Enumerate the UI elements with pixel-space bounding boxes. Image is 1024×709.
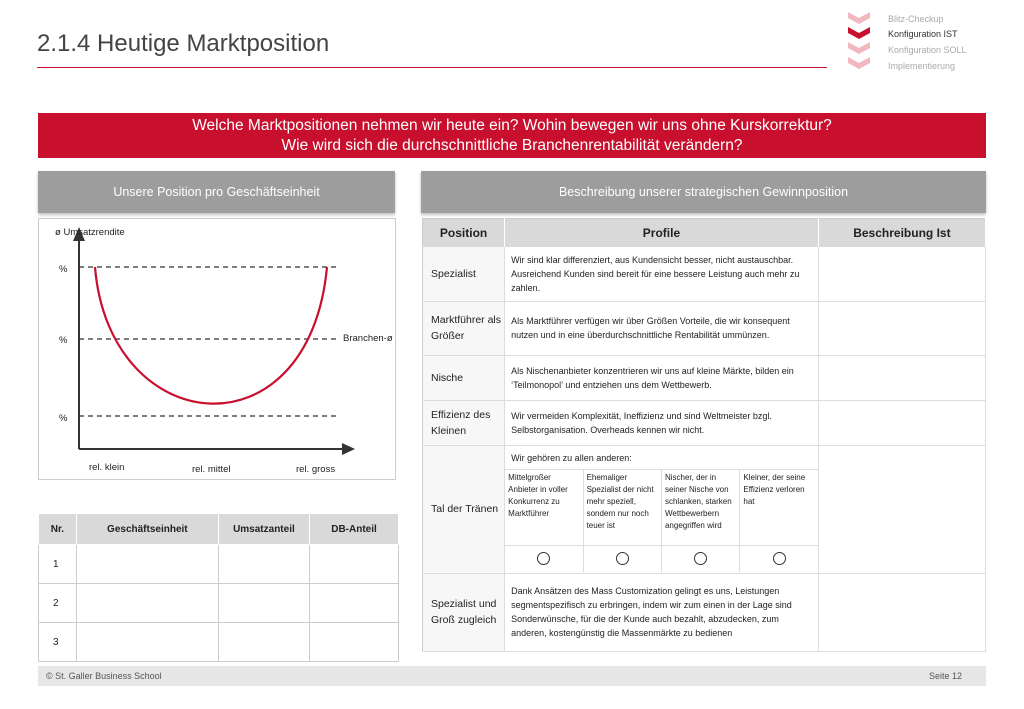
chevron-icon-active (848, 27, 870, 39)
option-selectors (505, 545, 818, 572)
business-unit-table (38, 513, 399, 662)
db-share-cell[interactable] (310, 584, 399, 623)
y-axis-label: ø Umsatzrendite (55, 227, 125, 238)
table-row (423, 400, 986, 445)
table-row (423, 247, 986, 301)
position-label: Spezialist (423, 247, 505, 301)
option-cell (584, 546, 662, 572)
db-share-cell[interactable] (310, 545, 399, 584)
description-cell[interactable] (818, 355, 985, 400)
position-label: Nische (423, 355, 505, 400)
y-mark-mid: % (59, 335, 68, 346)
option-radio-1[interactable] (537, 552, 550, 565)
profile-options (505, 445, 819, 573)
col-header-revenue-share: Umsatzanteil (218, 514, 309, 545)
profile-table (422, 218, 986, 652)
y-mark-high: % (59, 264, 68, 275)
col-header-nr: Nr. (39, 514, 77, 545)
profile-text: Wir gehören zu allen anderen: (505, 447, 818, 470)
question-banner (38, 113, 986, 158)
title-divider (37, 67, 827, 68)
row-number: 1 (39, 545, 77, 584)
option-text: Ehemaliger Spezialist der nicht mehr speziell, sondern nur noch teuer ist (584, 470, 662, 545)
table-row (423, 573, 986, 651)
col-header-unit: Geschäftseinheit (76, 514, 218, 545)
option-cell (740, 546, 817, 572)
revenue-share-cell[interactable] (218, 545, 309, 584)
revenue-share-cell[interactable] (218, 584, 309, 623)
option-cell (662, 546, 740, 572)
table-row (423, 301, 986, 355)
copyright: © St. Galler Business School (46, 671, 162, 681)
page-title: 2.1.4 Heutige Marktposition (37, 30, 330, 57)
profile-text: Als Nischenanbieter konzentrieren wir uns auf kleine Märkte, bilden ein ‘Teilmonopol’ und entziehen uns dem Wettbewerb. (505, 355, 819, 400)
db-share-cell[interactable] (310, 623, 399, 662)
description-cell[interactable] (818, 445, 985, 573)
position-label: Marktführer als Größer (423, 301, 505, 355)
unit-cell[interactable] (76, 545, 218, 584)
footer (38, 666, 986, 686)
profile-text: Wir sind klar differenziert, aus Kundensicht besser, nicht austauschbar. Ausreichend Kunden sind bereit für eine bessere Leistung auch mehr zu zahlen. (505, 247, 819, 301)
table-row (423, 445, 986, 573)
revenue-share-cell[interactable] (218, 623, 309, 662)
chevron-icon (848, 57, 870, 69)
nav-item-konfiguration-ist[interactable]: Konfiguration IST (888, 29, 958, 39)
option-grid (505, 470, 818, 545)
nav-item-blitz-checkup[interactable]: Blitz-Checkup (888, 14, 944, 24)
option-text: Kleiner, der seine Effizienz verloren hat (743, 472, 806, 506)
position-label: Tal der Tränen (423, 445, 505, 573)
x-axis-arrow (342, 443, 355, 455)
position-label: Effizienz des Kleinen (423, 400, 505, 445)
position-label: Spezialist und Groß zugleich (423, 573, 505, 651)
table-row (423, 355, 986, 400)
option-radio-4[interactable] (773, 552, 786, 565)
unit-cell[interactable] (76, 584, 218, 623)
description-cell[interactable] (818, 573, 985, 651)
chevron-icon (848, 12, 870, 24)
table-row (39, 584, 399, 623)
profile-text: Dank Ansätzen des Mass Customization gelingt es uns, Leistungen segmentspezifisch zu erbringen, indem wir zum einen in der Lage sind Sonderwünsche, für die der Kunde auch bezahlt, abzudecken, zum anderen, kostengünstig die Massenmärkte zu bedienen (505, 573, 819, 651)
table-row (39, 623, 399, 662)
option-radio-2[interactable] (616, 552, 629, 565)
nav-item-implementierung[interactable]: Implementierung (888, 61, 956, 71)
description-cell[interactable] (818, 400, 985, 445)
col-header-description: Beschreibung Ist (818, 219, 985, 248)
position-chart-svg (39, 219, 397, 481)
table-row (39, 545, 399, 584)
chevron-icon (848, 42, 870, 54)
nav-item-konfiguration-soll[interactable]: Konfiguration SOLL (888, 45, 967, 55)
profile-text: Wir vermeiden Komplexität, Ineffizienz und sind Weltmeister bzgl. Selbstorganisation. Overheads kennen wir nicht. (505, 400, 819, 445)
col-header-db-share: DB-Anteil (310, 514, 399, 545)
x-label-medium: rel. mittel (192, 464, 231, 475)
x-label-small: rel. klein (89, 462, 125, 473)
option-text: Nischer, der in seiner Nische von schlanken, starken Wettbewerbern angegriffen wird (662, 470, 740, 545)
x-label-large: rel. gross (296, 464, 336, 475)
reference-label: Branchen-ø (343, 333, 393, 344)
description-cell[interactable] (818, 301, 985, 355)
y-mark-low: % (59, 413, 68, 424)
unit-cell[interactable] (76, 623, 218, 662)
col-header-position: Position (423, 219, 505, 248)
profile-text: Als Marktführer verfügen wir über Größen Vorteile, die wir konsequent nutzen und in eine überdurchschnittliche Rentabilität ummünzen. (505, 301, 819, 355)
option-cell (505, 546, 583, 572)
banner-line-2: Wie wird sich die durchschnittliche Branchenrentabilität verändern? (281, 137, 743, 154)
banner-line-1: Welche Marktpositionen nehmen wir heute ein? Wohin bewegen wir uns ohne Kurskorrektur? (192, 117, 832, 134)
row-number: 3 (39, 623, 77, 662)
row-number: 2 (39, 584, 77, 623)
option-text: Mittelgroßer Anbieter in voller Konkurrenz zu Marktführer (505, 470, 583, 545)
position-chart (38, 218, 396, 480)
right-panel-header: Beschreibung unserer strategischen Gewinnposition (421, 171, 986, 213)
option-radio-3[interactable] (694, 552, 707, 565)
description-cell[interactable] (818, 247, 985, 301)
u-curve (95, 267, 327, 404)
col-header-profile: Profile (505, 219, 819, 248)
page-number: Seite 12 (928, 671, 962, 681)
left-panel-header: Unsere Position pro Geschäftseinheit (38, 171, 395, 213)
